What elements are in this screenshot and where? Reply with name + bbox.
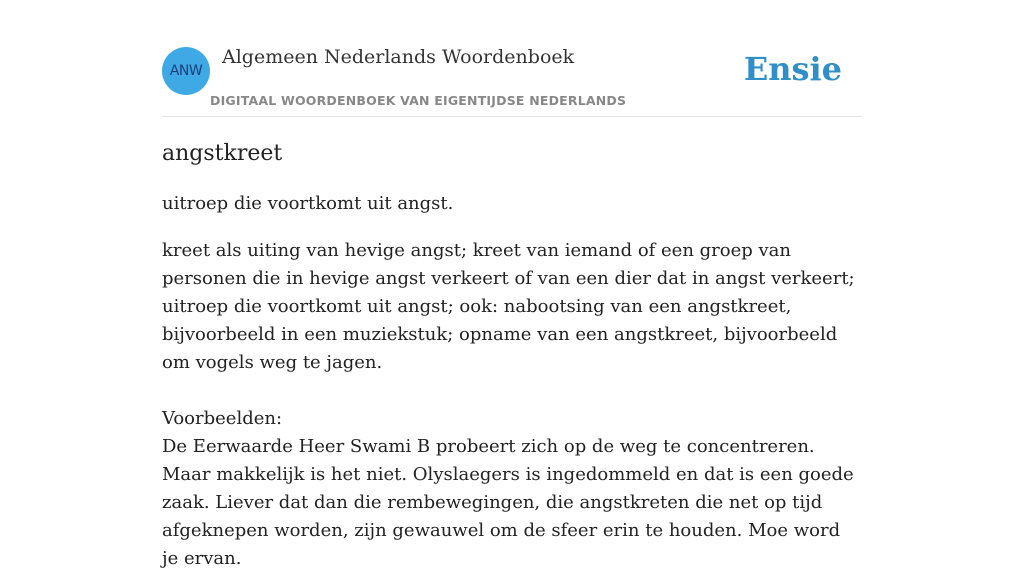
site-header	[162, 40, 862, 117]
anw-logo[interactable]	[162, 47, 210, 95]
short-definition: uitroep die voortkomt uit angst.	[162, 193, 454, 214]
logo-text: ANW	[169, 63, 203, 79]
entry-content	[162, 138, 862, 573]
ensie-brand-link[interactable]: Ensie	[743, 50, 842, 88]
examples-label: Voorbeelden:	[162, 408, 283, 429]
entry-term: angstkreet	[162, 141, 283, 166]
example-text: De Eerwaarde Heer Swami B probeert zich op de weg te concentreren. Maar makkelijk is het niet. Olyslaegers is ingedommeld en dat is een goede zaak. Liever dat dan die rembewegingen, die angstkreten die net op tijd afgeknepen worden, zijn gewauwel om de sfeer erin te houden. Moe word je ervan.	[162, 436, 854, 569]
site-subtitle: DIGITAAL WOORDENBOEK VAN EIGENTIJDSE NEDERLANDS	[210, 93, 627, 108]
site-title[interactable]: Algemeen Nederlands Woordenboek	[222, 46, 575, 68]
long-definition: kreet als uiting van hevige angst; kreet van iemand of een groep van personen die in hevige angst verkeert of van een dier dat in angst verkeert; uitroep die voortkomt uit angst; ook: nabootsing van een angstkreet, bijvoorbeeld in een muziekstuk; opname van een angstkreet, bijvoorbeeld om vogels weg te jagen.	[162, 240, 855, 373]
